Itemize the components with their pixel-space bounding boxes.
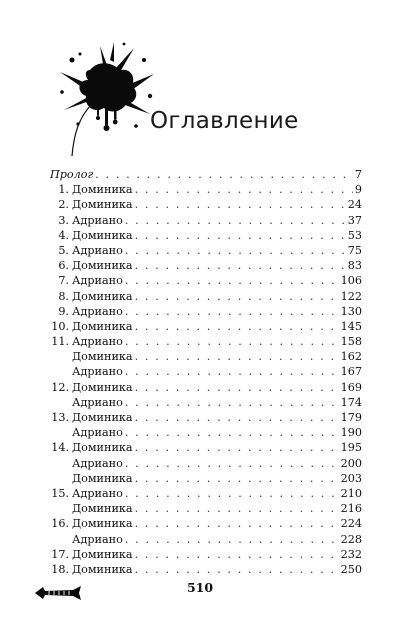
toc-entry-page: 190	[340, 426, 362, 440]
toc-entry-title: Адриано	[72, 486, 123, 500]
toc-entry	[50, 213, 362, 228]
toc-entry-number: 1.	[58, 183, 69, 197]
table-of-contents	[50, 167, 362, 577]
dot-leader	[135, 501, 339, 516]
dot-leader	[135, 547, 339, 562]
toc-entry-number: 3.	[58, 213, 69, 227]
toc-entry	[50, 304, 362, 319]
toc-entry	[50, 228, 362, 243]
toc-entry-title: Доминика	[72, 183, 133, 197]
toc-entry	[50, 532, 362, 547]
toc-entry	[50, 562, 362, 577]
dot-leader	[125, 334, 339, 349]
toc-entry	[50, 410, 362, 425]
toc-entry-number: 6.	[58, 259, 69, 273]
toc-entry-number: 9.	[58, 304, 69, 318]
toc-entry-number: 8.	[58, 289, 69, 303]
toc-entry	[50, 516, 362, 531]
dot-leader	[125, 532, 339, 547]
dot-leader	[95, 167, 353, 182]
toc-entry	[50, 456, 362, 471]
dot-leader	[125, 364, 339, 379]
dot-leader	[125, 273, 339, 288]
toc-entry	[50, 395, 362, 410]
toc-entry-page: 250	[340, 562, 362, 576]
toc-entry-page: 130	[340, 304, 362, 318]
toc-entry	[50, 167, 362, 182]
toc-entry-page: 9	[354, 183, 362, 197]
toc-entry-number: 10.	[51, 319, 69, 333]
toc-entry-title: Адриано	[72, 243, 123, 257]
dot-leader	[125, 304, 339, 319]
toc-entry-page: 228	[340, 532, 362, 546]
toc-entry-title: Доминика	[72, 319, 133, 333]
ink-splatter-icon	[50, 40, 160, 160]
toc-entry-page: 37	[347, 213, 362, 227]
toc-entry-title: Адриано	[72, 395, 123, 409]
toc-entry-title: Доминика	[72, 471, 133, 485]
toc-entry-number: 4.	[58, 228, 69, 242]
toc-entry	[50, 547, 362, 562]
toc-entry-page: 24	[347, 198, 362, 212]
dot-leader	[135, 197, 346, 212]
toc-entry-title: Доминика	[72, 502, 133, 516]
toc-entry-title: Адриано	[72, 335, 123, 349]
toc-entry	[50, 182, 362, 197]
toc-entry-title: Доминика	[72, 547, 133, 561]
toc-entry-page: 232	[340, 547, 362, 561]
dot-leader	[125, 395, 339, 410]
toc-entry-number: 5.	[58, 243, 69, 257]
toc-entry-number: 13.	[51, 411, 69, 424]
toc-entry-title: Адриано	[72, 456, 123, 470]
toc-entry-title: Адриано	[72, 426, 123, 440]
dot-leader	[135, 562, 339, 577]
dot-leader	[135, 516, 339, 531]
toc-entry-title: Доминика	[72, 350, 133, 364]
toc-entry	[50, 425, 362, 440]
dot-leader	[125, 213, 346, 228]
dot-leader	[125, 425, 339, 440]
toc-entry-page: 169	[340, 380, 362, 394]
toc-entry-page: 174	[340, 395, 362, 409]
toc-entry-page: 179	[340, 411, 362, 424]
toc-entry-title: Доминика	[72, 517, 133, 531]
toc-entry	[50, 486, 362, 501]
dot-leader	[135, 228, 346, 243]
toc-entry	[50, 471, 362, 486]
toc-entry-page: 200	[340, 456, 362, 470]
toc-entry	[50, 197, 362, 212]
toc-entry-title: Доминика	[72, 562, 133, 576]
toc-entry-title: Доминика	[72, 289, 133, 303]
page-number: 510	[186, 580, 214, 595]
toc-entry-page: 195	[340, 441, 362, 455]
toc-entry-page: 210	[340, 486, 362, 500]
toc-entry-page: 75	[347, 243, 362, 257]
toc-entry-page: 158	[340, 335, 362, 349]
toc-entry-number: 16.	[51, 517, 69, 531]
toc-entry-title: Доминика	[72, 380, 133, 394]
toc-entry-title: Доминика	[72, 441, 133, 455]
toc-entry-page: 53	[347, 228, 362, 242]
toc-entry-title: Пролог	[50, 168, 94, 181]
dot-leader	[135, 440, 339, 455]
toc-entry-title: Адриано	[72, 365, 123, 379]
toc-entry	[50, 440, 362, 455]
toc-entry-title: Адриано	[72, 213, 123, 227]
dot-leader	[125, 243, 346, 258]
toc-entry-number: 12.	[51, 380, 69, 394]
toc-entry	[50, 501, 362, 516]
toc-entry-number: 11.	[51, 335, 69, 349]
dot-leader	[135, 182, 353, 197]
toc-entry-title: Адриано	[72, 274, 123, 288]
toc-entry	[50, 273, 362, 288]
toc-entry-number: 7.	[58, 274, 69, 288]
toc-entry	[50, 364, 362, 379]
toc-entry-page: 122	[340, 289, 362, 303]
dot-leader	[125, 486, 339, 501]
toc-entry-title: Адриано	[72, 304, 123, 318]
toc-entry-title: Адриано	[72, 532, 123, 546]
toc-entry-number: 14.	[51, 441, 69, 455]
dot-leader	[135, 319, 339, 334]
dot-leader	[135, 258, 346, 273]
toc-entry-page: 145	[340, 319, 362, 333]
dot-leader	[135, 380, 339, 395]
toc-entry	[50, 289, 362, 304]
toc-entry-page: 167	[340, 365, 362, 379]
dot-leader	[135, 471, 339, 486]
dot-leader	[135, 349, 339, 364]
toc-entry-number: 18.	[51, 562, 69, 576]
toc-entry	[50, 258, 362, 273]
toc-entry-title: Доминика	[72, 228, 133, 242]
toc-entry-page: 224	[340, 517, 362, 531]
toc-entry-title: Доминика	[72, 198, 133, 212]
toc-entry	[50, 243, 362, 258]
toc-entry-page: 216	[340, 502, 362, 516]
toc-entry	[50, 334, 362, 349]
toc-entry	[50, 319, 362, 334]
toc-entry-page: 7	[354, 168, 362, 181]
toc-entry	[50, 380, 362, 395]
toc-entry-number: 17.	[51, 547, 69, 561]
dot-leader	[135, 289, 339, 304]
toc-entry-page: 106	[340, 274, 362, 288]
toc-entry-number: 2.	[58, 198, 69, 212]
toc-entry-number: 15.	[51, 486, 69, 500]
toc-entry-page: 83	[347, 259, 362, 273]
dot-leader	[125, 456, 339, 471]
toc-entry-page: 203	[340, 471, 362, 485]
page-title: Оглавление	[150, 108, 299, 134]
toc-entry-title: Доминика	[72, 411, 133, 424]
dot-leader	[135, 410, 339, 425]
toc-entry-page: 162	[340, 350, 362, 364]
toc-entry-title: Доминика	[72, 259, 133, 273]
toc-entry	[50, 349, 362, 364]
